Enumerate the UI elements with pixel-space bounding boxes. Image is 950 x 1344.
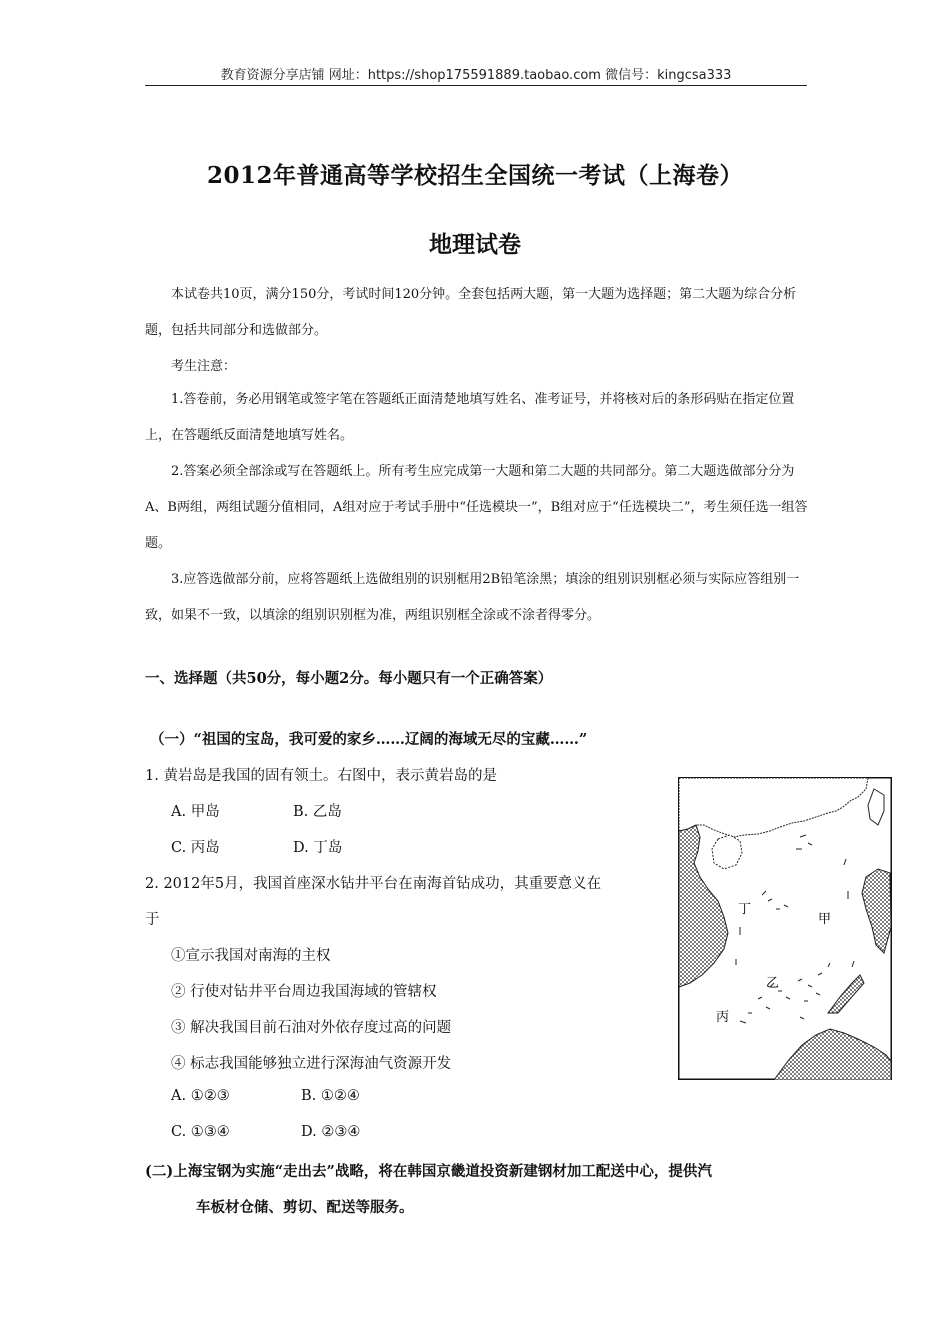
q1-option-a: A. 甲岛 xyxy=(171,804,220,820)
q2-option-a: A. ①②③ xyxy=(171,1088,230,1104)
exam-subtitle: 地理试卷 xyxy=(429,231,521,258)
notice-heading: 考生注意： xyxy=(171,359,237,374)
page-header: 教育资源分享店铺 网址：https://shop175591889.taobao.com 微信号：kingcsa333 xyxy=(220,68,732,83)
part-1-title: （一）“祖国的宝岛，我可爱的家乡……辽阔的海域无尽的宝藏……” xyxy=(150,731,588,748)
q1-option-b: B. 乙岛 xyxy=(293,804,342,820)
q1-option-d: D. 丁岛 xyxy=(293,840,343,856)
header-rule xyxy=(145,85,807,86)
q2-statement-3: ③ 解决我国目前石油对外依存度过高的问题 xyxy=(171,1020,452,1036)
map-label-ding: 丁 xyxy=(738,902,752,917)
q2-statement-2: ② 行使对钻井平台周边我国海域的管辖权 xyxy=(171,984,437,1000)
q1-option-c: C. 丙岛 xyxy=(171,840,220,856)
q2-option-b: B. ①②④ xyxy=(301,1088,360,1104)
part-2-title: (二)上海宝钢为实施“走出去”战略，将在韩国京畿道投资新建钢材加工配送中心，提供汽 xyxy=(145,1163,712,1180)
q2-option-c: C. ①③④ xyxy=(171,1124,230,1140)
south-china-sea-map xyxy=(678,777,892,1080)
q2-statement-4: ④ 标志我国能够独立进行深海油气资源开发 xyxy=(171,1056,452,1072)
intro-paragraph: 本试卷共10页，满分150分，考试时间120分钟。全套包括两大题，第一大题为选择题；第二大题为综合分析题，包括共同部分和选做部分。 xyxy=(145,287,797,338)
question-2-stem-cont: 于 xyxy=(145,912,160,928)
part-2-title-cont: 车板材仓储、剪切、配送等服务。 xyxy=(196,1199,414,1216)
q2-statement-1: ①宣示我国对南海的主权 xyxy=(171,948,331,964)
q2-option-d: D. ②③④ xyxy=(301,1124,361,1140)
map-label-yi: 乙 xyxy=(766,976,780,991)
question-2-stem: 2. 2012年5月，我国首座深水钻井平台在南海首钻成功，其重要意义在 xyxy=(145,876,602,892)
question-1-stem: 1. 黄岩岛是我国的固有领土。右图中，表示黄岩岛的是 xyxy=(145,768,497,784)
exam-title: 2012年普通高等学校招生全国统一考试（上海卷） xyxy=(206,162,743,189)
notice-item-1: 1.答卷前，务必用钢笔或签字笔在答题纸正面清楚地填写姓名、准考证号，并将核对后的条形码贴在指定位置上，在答题纸反面清楚地填写姓名。 xyxy=(145,392,795,443)
notice-item-3: 3.应答选做部分前，应将答题纸上选做组别的识别框用2B铅笔涂黑；填涂的组别识别框必须与实际应答组别一致，如果不一致，以填涂的组别识别框为准，两组识别框全涂或不涂者得零分。 xyxy=(145,572,800,623)
map-label-bing: 丙 xyxy=(716,1010,730,1025)
map-label-jia: 甲 xyxy=(818,912,832,927)
notice-item-2: 2.答案必须全部涂或写在答题纸上。所有考生应完成第一大题和第二大题的共同部分。第二大题选做部分分为A、B两组，两组试题分值相同，A组对应于考试手册中“任选模块一”，B组对应于“任选模块二”，考生须任选一组答题。 xyxy=(145,464,808,551)
section-1-title: 一、选择题（共50分，每小题2分。每小题只有一个正确答案） xyxy=(145,670,553,687)
